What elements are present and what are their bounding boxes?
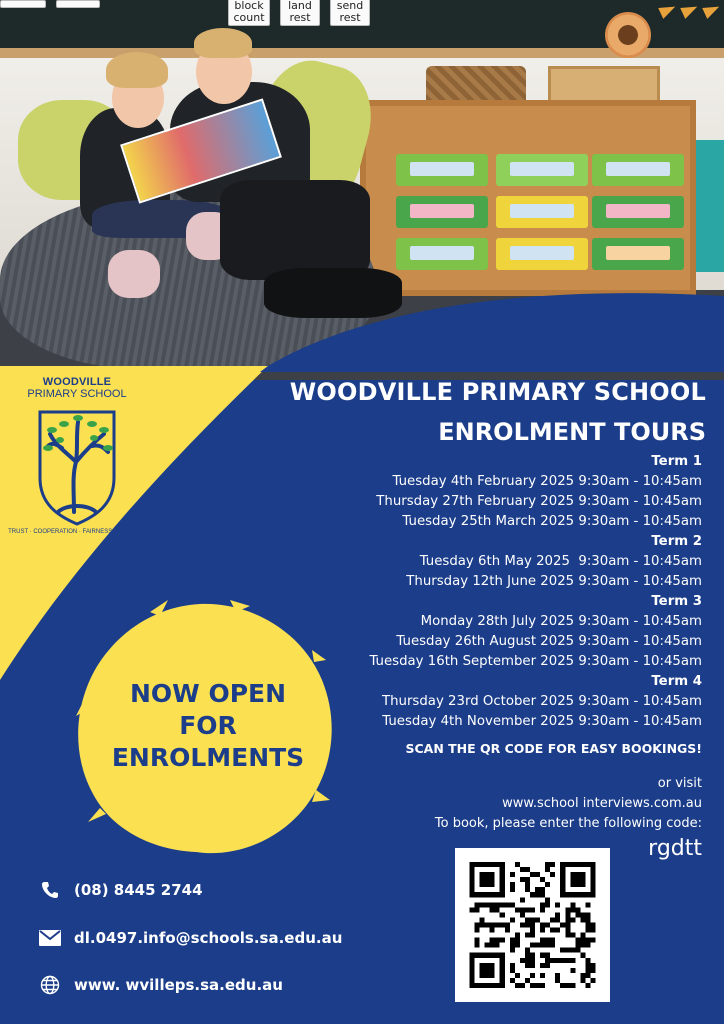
enrol-line-1: NOW OPEN [129, 679, 287, 708]
contact-email[interactable] [38, 926, 342, 950]
logo-tree-crest [8, 400, 146, 536]
phone-number: (08) 8445 2744 [74, 881, 203, 899]
tour-session: Thursday 27th February 2025 9:30am - 10:45am [376, 494, 702, 509]
tour-session: Monday 28th July 2025 9:30am - 10:45am [420, 614, 702, 629]
term-block [302, 592, 702, 672]
enrol-line-3: ENROLMENTS [111, 743, 305, 772]
term-heading: Term 4 [651, 674, 702, 689]
term-block [302, 452, 702, 532]
tour-session: Tuesday 4th November 2025 9:30am - 10:45am [382, 714, 702, 729]
board-card-land: land rest [280, 0, 320, 26]
booking-instruction: To book, please enter the following code: [434, 816, 702, 831]
term-block [302, 532, 702, 592]
logo-school-name: WOODVILLE [42, 376, 112, 388]
tours-title: ENROLMENT TOURS [438, 418, 706, 446]
contact-phone[interactable] [38, 878, 203, 902]
enrol-badge-text [92, 678, 324, 774]
phone-icon [38, 878, 62, 902]
booking-website-link[interactable]: www.school interviews.com.au [502, 796, 702, 811]
booking-info [342, 774, 702, 834]
tour-session: Tuesday 16th September 2025 9:30am - 10:45am [369, 654, 702, 669]
navy-curve [260, 293, 724, 372]
tour-session: Tuesday 26th August 2025 9:30am - 10:45am [396, 634, 702, 649]
enrol-line-2: FOR [179, 711, 237, 740]
tour-session: Tuesday 6th May 2025 9:30am - 10:45am [419, 554, 702, 569]
tour-session: Thursday 12th June 2025 9:30am - 10:45am [406, 574, 702, 589]
qr-code[interactable] [455, 848, 610, 1002]
school-logo [8, 376, 146, 536]
term-heading: Term 1 [651, 454, 702, 469]
term-block [302, 672, 702, 732]
tour-session: Thursday 23rd October 2025 9:30am - 10:45am [381, 694, 702, 709]
or-visit-text: or visit [657, 776, 702, 791]
tour-session: Tuesday 25th March 2025 9:30am - 10:45am [402, 514, 702, 529]
globe-icon [38, 973, 62, 997]
board-card-block: block count [228, 0, 270, 26]
term-heading: Term 2 [651, 534, 702, 549]
tour-schedule [302, 452, 702, 732]
term-heading: Term 3 [651, 594, 702, 609]
envelope-icon [38, 926, 62, 950]
qr-code-pattern [469, 862, 596, 988]
contact-website[interactable] [38, 973, 283, 997]
website-url: www. wvilleps.sa.edu.au [74, 976, 283, 994]
email-address: dl.0497.info@schools.sa.edu.au [74, 929, 343, 947]
logo-school-sub: PRIMARY SCHOOL [27, 388, 127, 400]
tour-session: Tuesday 4th February 2025 9:30am - 10:45am [392, 474, 702, 489]
board-card-send: send rest [330, 0, 370, 26]
school-title: WOODVILLE PRIMARY SCHOOL [289, 378, 706, 406]
logo-motto: TRUST · COOPERATION · FAIRNESS · RESPECT [8, 529, 146, 535]
scan-qr-prompt: SCAN THE QR CODE FOR EASY BOOKINGS! [405, 741, 702, 756]
booking-code: rgdtt [648, 836, 702, 861]
